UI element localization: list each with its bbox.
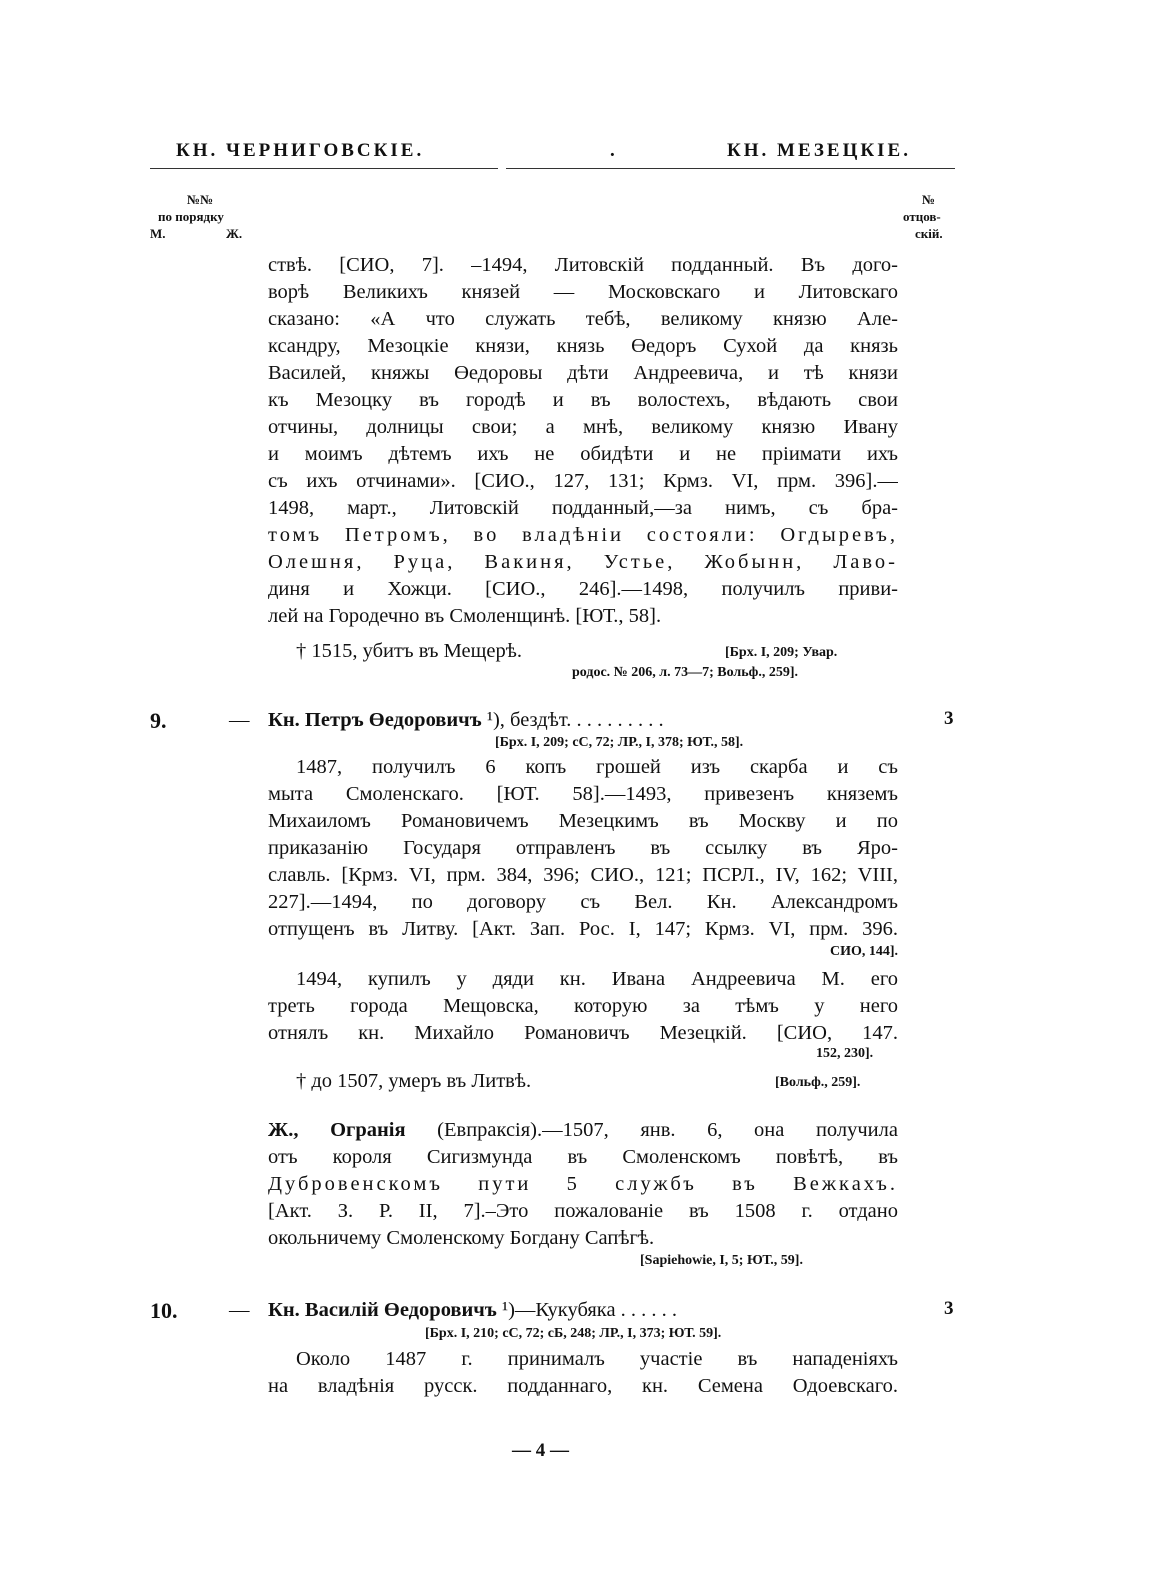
text-line: лей на Городечно въ Смоленщинѣ. [ЮТ., 58]. (268, 605, 662, 627)
text-line: Около 1487 г. принималъ участіе въ нападеніяхъ (296, 1348, 898, 1370)
father-number: 3 (944, 1298, 954, 1319)
entry-refs: [Брх. I, 209; сС, 72; ЛР., I, 378; ЮТ., 58]. (495, 735, 744, 750)
continuation-paragraph (268, 252, 898, 630)
running-head-center-mark: . (610, 140, 618, 161)
death-note-ref: родос. № 206, л. 73—7; Вольф., 259]. (572, 665, 799, 680)
text-line: 1487, получилъ 6 копъ грошей изъ скарба и съ (296, 756, 898, 778)
running-head-right: КН. МЕЗЕЦКІЕ. (727, 140, 911, 161)
death-note-ref: [Брх. I, 209; Увар. (725, 645, 838, 660)
entry-refs-tail: СИО, 144]. (830, 944, 899, 959)
col-header-right-suffix: скій. (915, 226, 943, 241)
text-line: съ ихъ отчинами». [СИО., 127, 131; Крмз. VI, прм. 396].— (268, 470, 898, 492)
entry-title (268, 1299, 677, 1322)
person-name: Кн. Василій Өедоровичъ (268, 1299, 497, 1321)
entry-note: ¹), бездѣт. . . . . . . . . . (481, 709, 664, 731)
entry-number: 9. (150, 708, 167, 733)
text-line: Дубровенскомъ пути 5 службъ въ Вежкахъ. (268, 1173, 898, 1195)
text-line: Олешня, Руца, Вакиня, Устье, Жобынн, Лаво- (268, 551, 898, 573)
text-line: приказанію Государя отправленъ въ ссылку въ Яро- (268, 837, 898, 859)
death-note-ref: [Вольф., 259]. (775, 1075, 861, 1090)
text-line: Василей, княжы Өедоровы дѣти Андреевича, и тѣ князи (268, 362, 898, 384)
col-header-female: Ж. (226, 226, 243, 241)
text-line: томъ Петромъ, во владѣніи состояли: Огдыревъ, (268, 524, 898, 546)
text-line: къ Мезоцку въ городѣ и въ волостехъ, вѣдають свои (268, 389, 898, 411)
text-line: Михаиломъ Романовичемъ Мезецкимъ въ Москву и по (268, 810, 898, 832)
wife-name: Ж., Огранія (268, 1119, 406, 1141)
header-rule-right (506, 168, 955, 169)
entry-dash: — (229, 709, 250, 731)
wife-paragraph (268, 1117, 898, 1252)
text-line: диня и Хожци. [СИО., 246].—1498, получилъ приви- (268, 578, 898, 600)
entry-refs-tail: 152, 230]. (816, 1046, 874, 1061)
person-name: Кн. Петръ Өедоровичъ (268, 709, 482, 731)
entry-paragraph (268, 966, 898, 1047)
text-line: сказано: «А что служать тебѣ, великому князю Але- (268, 308, 898, 330)
wife-text: (Евпраксія).—1507, янв. 6, она получила (405, 1119, 898, 1141)
death-note: † 1515, убитъ въ Мещерѣ. (296, 640, 523, 662)
text-line: 1494, купилъ у дяди кн. Ивана Андреевича М. его (296, 968, 898, 990)
col-header-male: М. (150, 226, 166, 241)
text-line: отчины, долницы свои; а мнѣ, великому князю Ивану (268, 416, 898, 438)
father-number: 3 (944, 708, 954, 729)
entry-title (268, 709, 664, 732)
death-note: † до 1507, умеръ въ Литвѣ. (296, 1070, 532, 1092)
text-line: окольничему Смоленскому Богдану Сапѣгѣ. (268, 1227, 655, 1249)
text-line: ксандру, Мезоцкіе князи, князь Өедоръ Сухой да князь (268, 335, 898, 357)
header-rule-left (150, 168, 498, 169)
entry-refs: [Брх. I, 210; сС, 72; сБ, 248; ЛР., I, 373; ЮТ. 59]. (425, 1326, 722, 1341)
text-line: [Акт. З. Р. II, 7].–Это пожалованіе въ 1508 г. отдано (268, 1200, 898, 1222)
text-line: отнялъ кн. Михайло Романовичъ Мезецкій. [СИО, 147. (268, 1022, 898, 1044)
page-number: — 4 — (512, 1440, 569, 1461)
text-line: треть города Мещовска, которую за тѣмъ у него (268, 995, 898, 1017)
text-line: 1498, март., Литовскій подданный,—за нимъ, съ бра- (268, 497, 898, 519)
text-line: ворѣ Великихъ князей — Московскаго и Литовскаго (268, 281, 898, 303)
col-header-right-father: отцов- (903, 209, 941, 224)
text-line: отпущенъ въ Литву. [Акт. Зап. Рос. I, 147; Крмз. VI, прм. 396. (268, 918, 898, 940)
entry-dash: — (229, 1299, 250, 1321)
running-head-left: КН. ЧЕРНИГОВСКІЕ. (176, 140, 425, 161)
entry-note: ¹)—Кукубяка . . . . . . (496, 1299, 678, 1321)
col-header-left-order: по порядку (158, 209, 224, 224)
text-line: отъ короля Сигизмунда въ Смоленскомъ повѣтѣ, въ (268, 1146, 898, 1168)
text-line (268, 1117, 898, 1144)
entry-paragraph (268, 1346, 898, 1400)
text-line: и моимъ дѣтемъ ихъ не обидѣти и не пріимати ихъ (268, 443, 898, 465)
entry-number: 10. (150, 1298, 178, 1323)
text-line: ствѣ. [СИО, 7]. –1494, Литовскій подданный. Въ дого- (268, 254, 898, 276)
text-line: мыта Смоленскаго. [ЮТ. 58].—1493, привезенъ княземъ (268, 783, 898, 805)
col-header-right-number: № (922, 192, 936, 207)
entry-paragraph (268, 754, 898, 943)
wife-refs: [Sapiehowie, I, 5; ЮТ., 59]. (640, 1253, 803, 1268)
text-line: на владѣнія русск. подданнаго, кн. Семена Одоевскаго. (268, 1375, 898, 1397)
text-line: 227].—1494, по договору съ Вел. Кн. Александромъ (268, 891, 898, 913)
text-line: славль. [Крмз. VI, прм. 384, 396; СИО., 121; ПСРЛ., IV, 162; VIII, (268, 864, 898, 886)
col-header-left-numbers: №№ (187, 192, 214, 207)
